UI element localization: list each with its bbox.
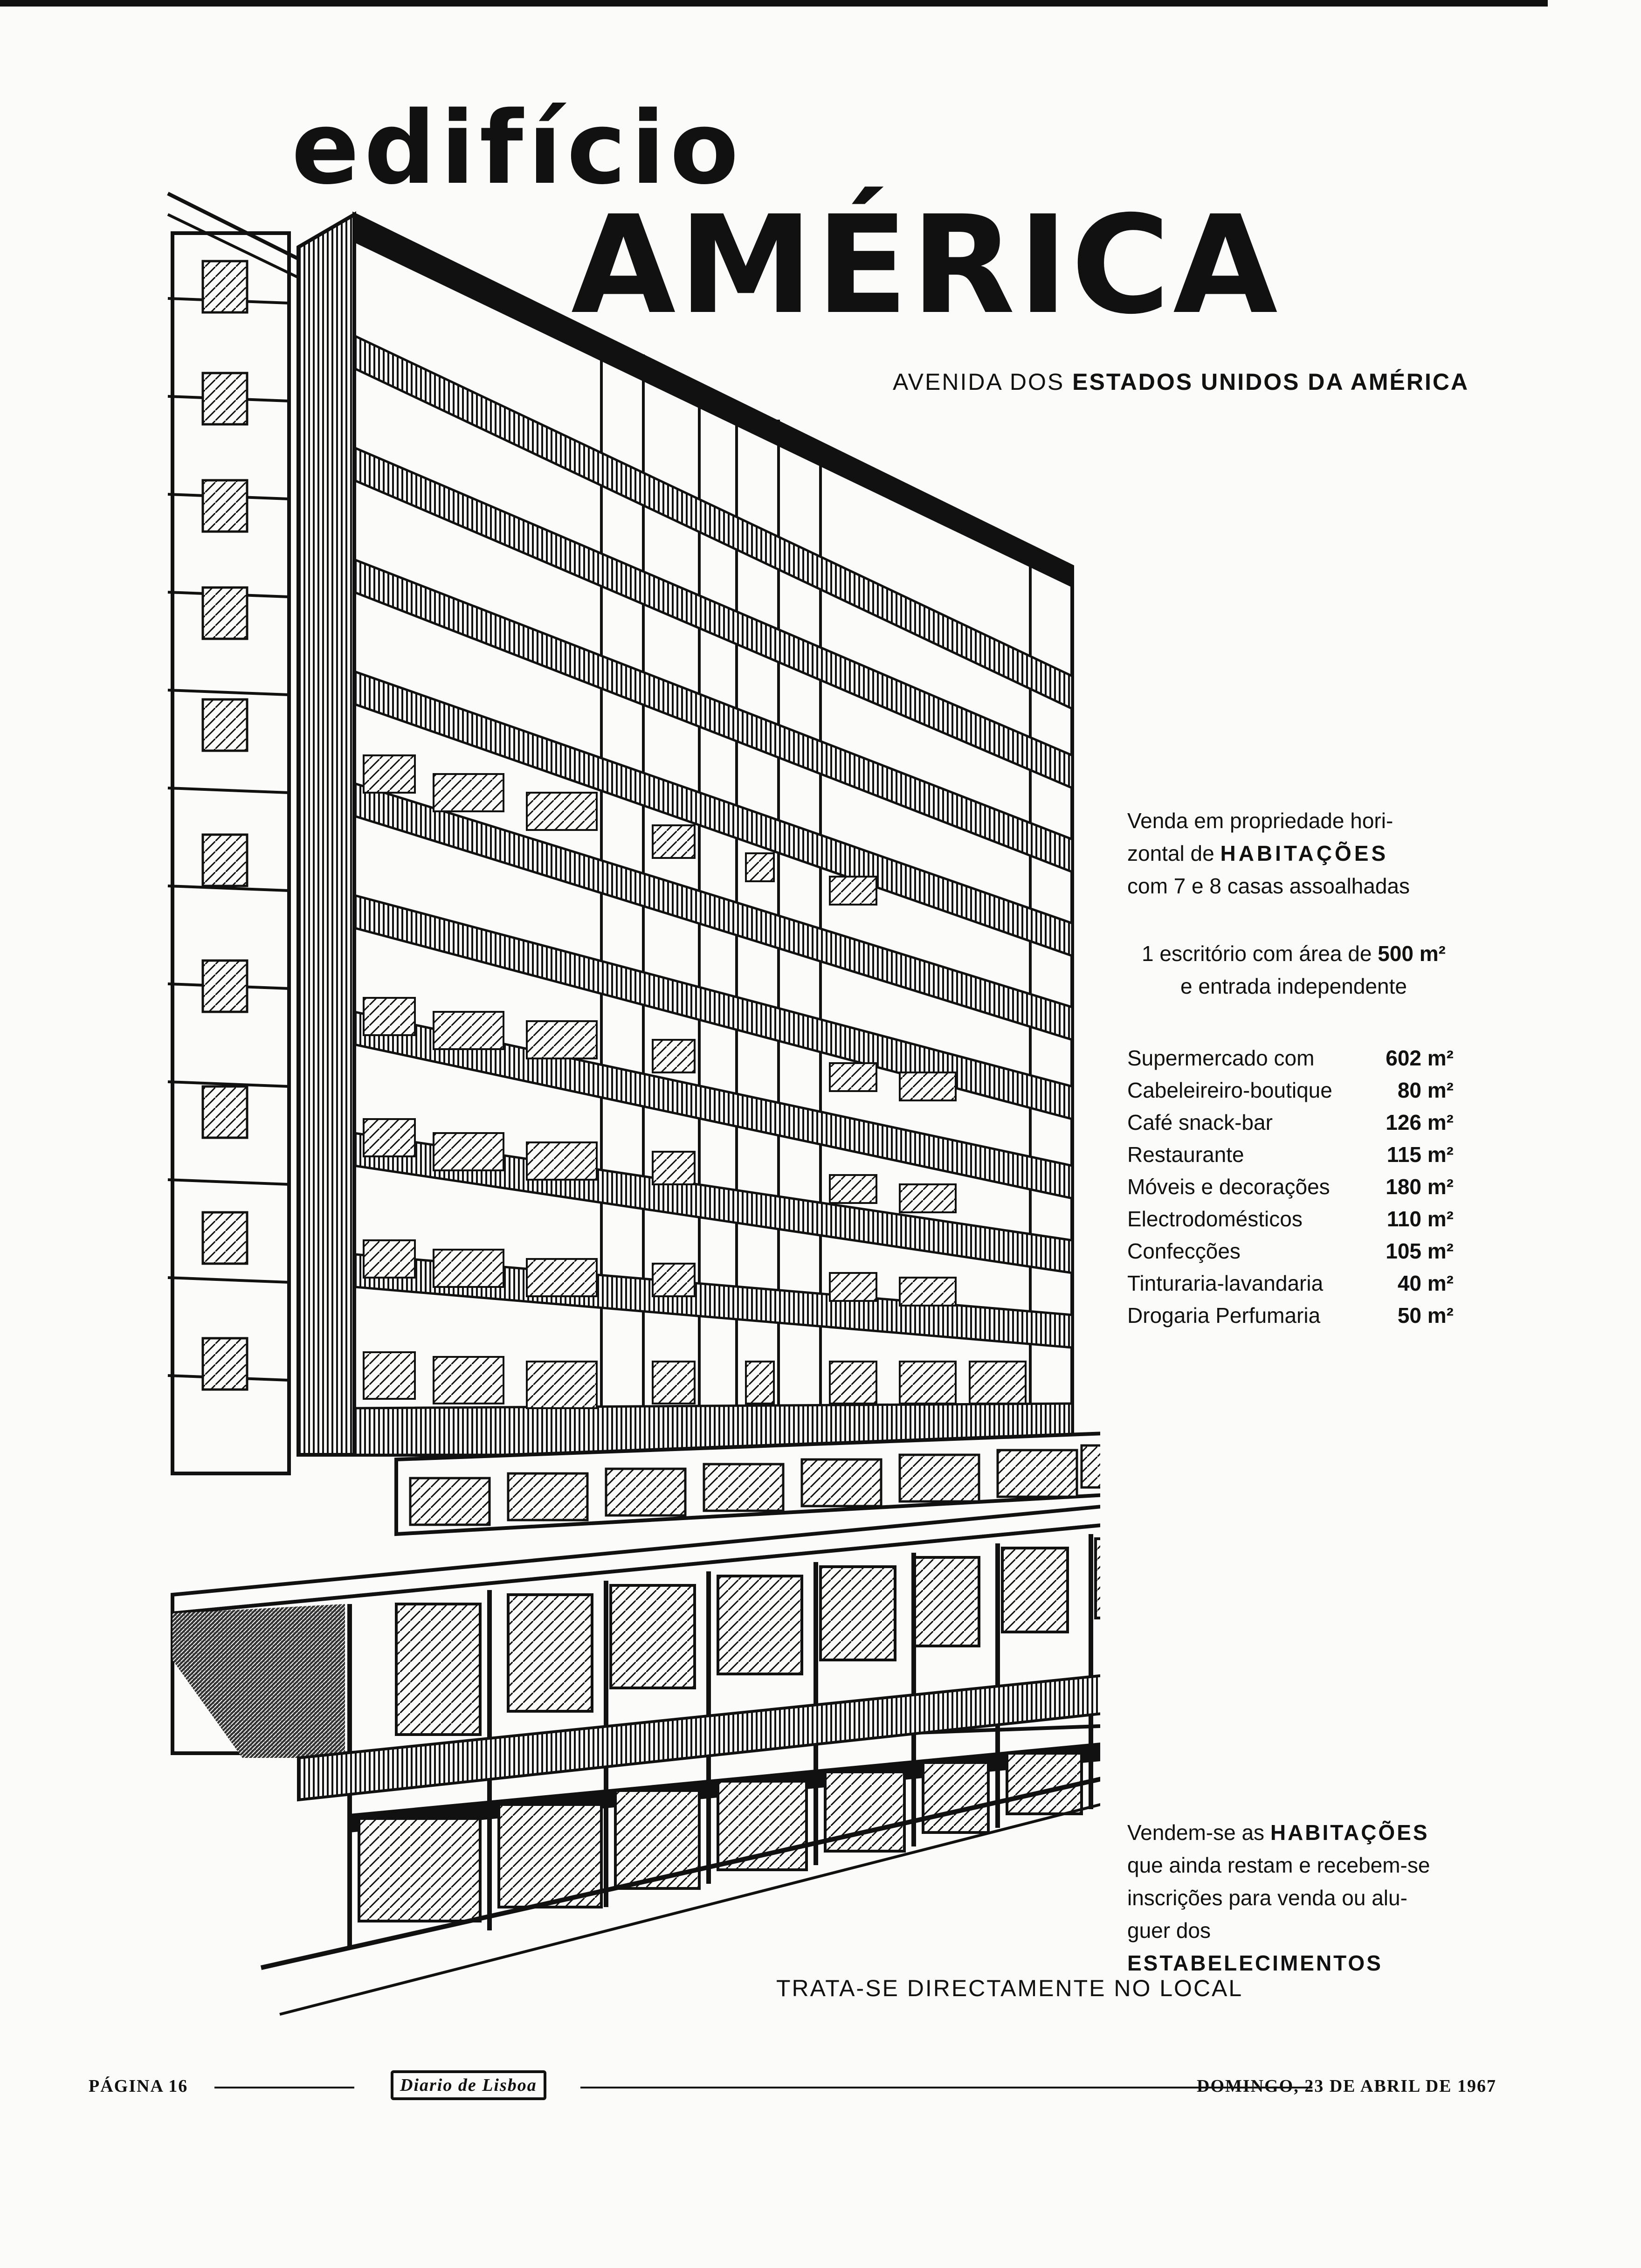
- newspaper-logo: Diario de Lisboa: [391, 2070, 546, 2100]
- shop-name: Cabeleireiro-boutique: [1127, 1078, 1332, 1102]
- sale-line-1: Venda em propriedade hori-: [1127, 809, 1393, 833]
- shop-area: 40 m²: [1397, 1271, 1454, 1295]
- closing-line-2: que ainda restam e recebem-se: [1127, 1853, 1430, 1877]
- top-border-rule: [0, 0, 1548, 7]
- footer-rule-left: [214, 2087, 354, 2088]
- closing-notice: [1127, 1816, 1454, 1979]
- office-area: 500 m²: [1378, 941, 1446, 966]
- closing-habitacoes: HABITAÇÕES: [1270, 1820, 1429, 1845]
- shop-area: 602 m²: [1386, 1046, 1454, 1070]
- closing-line-3: inscrições para venda ou alu-: [1127, 1886, 1407, 1910]
- building-illustration: [159, 187, 1100, 2028]
- list-item: [1127, 1235, 1454, 1267]
- title-edificio: edifício: [291, 90, 744, 207]
- office-line-1: [1131, 937, 1457, 970]
- list-item: [1127, 1139, 1454, 1171]
- shop-name: Supermercado com: [1127, 1046, 1315, 1070]
- list-item: [1127, 1203, 1454, 1235]
- shop-name: Tinturaria-lavandaria: [1127, 1271, 1324, 1295]
- page-footer: [89, 2070, 1496, 2103]
- list-item: [1127, 1300, 1454, 1332]
- sale-line-2-prefix: zontal de: [1127, 841, 1220, 865]
- sale-description: [1127, 804, 1454, 902]
- shop-area: 110 m²: [1386, 1207, 1454, 1231]
- closing-line-1-prefix: Vendem-se as: [1127, 1820, 1270, 1845]
- habitacoes-bold: HABITAÇÕES: [1220, 841, 1389, 865]
- list-item: [1127, 1042, 1454, 1074]
- shop-name: Electrodomésticos: [1127, 1207, 1303, 1231]
- issue-date: DOMINGO, 23 DE ABRIL DE 1967: [1197, 2076, 1496, 2096]
- shop-name: Drogaria Perfumaria: [1127, 1303, 1321, 1328]
- list-item: [1127, 1267, 1454, 1300]
- shop-area: 180 m²: [1386, 1175, 1454, 1199]
- sale-line-2: [1127, 837, 1454, 870]
- closing-line-4-prefix: guer dos: [1127, 1918, 1211, 1943]
- address-prefix: AVENIDA DOS: [893, 369, 1073, 395]
- list-item: [1127, 1171, 1454, 1203]
- shop-list: [1127, 1042, 1454, 1332]
- main-tower: [298, 214, 1072, 1455]
- page-number: PÁGINA 16: [89, 2076, 188, 2096]
- shop-area: 50 m²: [1397, 1303, 1454, 1328]
- office-description: [1131, 937, 1457, 1003]
- shop-area: 80 m²: [1397, 1078, 1454, 1102]
- office-line-2: e entrada independente: [1180, 974, 1407, 998]
- shop-area: 126 m²: [1386, 1110, 1454, 1134]
- list-item: [1127, 1074, 1454, 1106]
- shop-name: Restaurante: [1127, 1142, 1244, 1167]
- list-item: [1127, 1106, 1454, 1139]
- closing-line-1: [1127, 1816, 1454, 1849]
- shop-area: 105 m²: [1386, 1239, 1454, 1263]
- contact-line: TRATA-SE DIRECTAMENTE NO LOCAL: [776, 1975, 1243, 2001]
- sale-line-3: com 7 e 8 casas assoalhadas: [1127, 874, 1410, 898]
- address-bold: ESTADOS UNIDOS DA AMÉRICA: [1072, 369, 1469, 395]
- closing-estabelecimentos: ESTABELECIMENTOS: [1127, 1951, 1383, 1975]
- shop-name: Confecções: [1127, 1239, 1241, 1263]
- title-america: AMÉRICA: [571, 187, 1281, 344]
- office-line-1-prefix: 1 escritório com área de: [1142, 941, 1378, 966]
- shop-area: 115 m²: [1386, 1142, 1454, 1167]
- shop-name: Móveis e decorações: [1127, 1175, 1330, 1199]
- podium-levels: [172, 1431, 1100, 2014]
- left-wing-building: [168, 194, 303, 1473]
- shop-name: Café snack-bar: [1127, 1110, 1273, 1134]
- closing-line-4: [1127, 1914, 1454, 1979]
